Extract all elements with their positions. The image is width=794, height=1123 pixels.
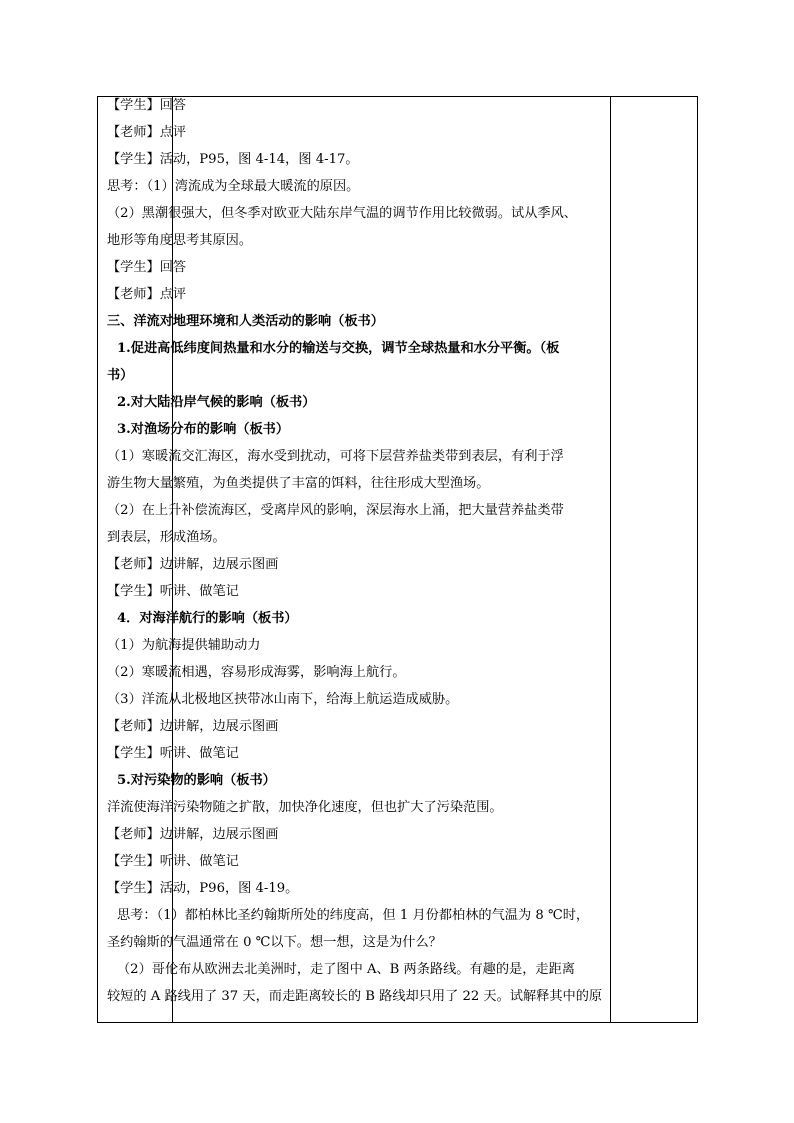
text-line: （2）寒暖流相遇，容易形成海雾，影响海上航行。 — [107, 665, 406, 680]
table-right-column — [611, 97, 697, 1022]
text-line: 思考：（1）湾流成为全球最大暖流的原因。 — [107, 179, 360, 194]
text-line: 【学生】活动，P96，图 4-19。 — [107, 881, 299, 896]
text-line: 【学生】回答 — [107, 260, 187, 275]
text-line: 洋流使海洋污染物随之扩散，加快净化速度，但也扩大了污染范围。 — [107, 800, 503, 815]
text-line: 书） — [107, 368, 134, 383]
text-line: 较短的 A 路线用了 37 天，而走距离较长的 B 路线却只用了 22 天。试解释其中的原 — [107, 989, 603, 1004]
text-line: 【学生】活动，P95，图 4-14，图 4-17。 — [107, 152, 359, 167]
text-line: 【学生】回答 — [107, 98, 187, 113]
text-line: 4．对海洋航行的影响（板书） — [117, 611, 298, 626]
text-line: （1）为航海提供辅助动力 — [107, 638, 261, 653]
text-line: 圣约翰斯的气温通常在 0 ℃以下。想一想，这是为什么？ — [107, 935, 442, 950]
text-line: 【老师】边讲解，边展示图画 — [107, 827, 279, 842]
text-line: （2）黑潮很强大，但冬季对欧亚大陆东岸气温的调节作用比较微弱。试从季风、 — [107, 206, 577, 221]
text-line: 【老师】点评 — [107, 125, 187, 140]
text-line: 游生物大量繁殖，为鱼类提供了丰富的饵料，往往形成大型渔场。 — [107, 476, 490, 491]
text-line: 2.对大陆沿岸气候的影响（板书） — [117, 395, 316, 410]
text-line: 【学生】听讲、做笔记 — [107, 854, 239, 869]
text-line: （3）洋流从北极地区挟带冰山南下，给海上航运造成威胁。 — [107, 692, 459, 707]
text-line: 3.对渔场分布的影响（板书） — [117, 422, 290, 437]
text-line: （1）寒暖流交汇海区，海水受到扰动，可将下层营养盐类带到表层，有利于浮 — [107, 449, 564, 464]
text-line: 地形等角度思考其原因。 — [107, 233, 253, 248]
text-line: 1.促进高低纬度间热量和水分的输送与交换，调节全球热量和水分平衡。（板 — [117, 341, 560, 356]
text-line: 到表层，形成渔场。 — [107, 530, 226, 545]
text-line: 【老师】边讲解，边展示图画 — [107, 557, 279, 572]
text-line: 思考：（1）都柏林比圣约翰斯所处的纬度高，但 1 月份都柏林的气温为 8 ℃时， — [117, 908, 590, 923]
text-line: 【老师】点评 — [107, 287, 187, 302]
text-line: 【学生】听讲、做笔记 — [107, 746, 239, 761]
text-line: 5.对污染物的影响（板书） — [117, 773, 276, 788]
text-line: 【学生】听讲、做笔记 — [107, 584, 239, 599]
text-line: （2）哥伦布从欧洲去北美洲时，走了图中 A、B 两条路线。有趣的是，走距离 — [117, 962, 575, 977]
text-line: 三、洋流对地理环境和人类活动的影响（板书） — [107, 314, 384, 329]
text-line: （2）在上升补偿流海区，受离岸风的影响，深层海水上涌，把大量营养盐类带 — [107, 503, 564, 518]
text-line: 【老师】边讲解，边展示图画 — [107, 719, 279, 734]
